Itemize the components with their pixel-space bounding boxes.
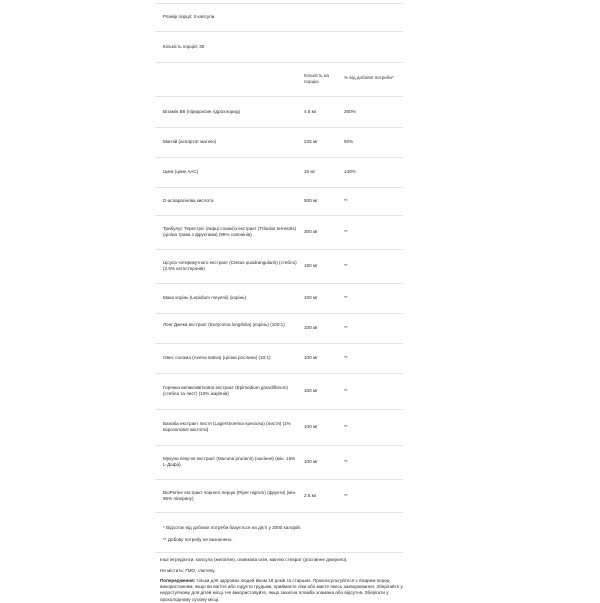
divider <box>155 343 403 344</box>
ingredient-name: Мукуни пекучої екстракт (Mucuna pruriens) (насіння) (мін. 15% L-Дофа) <box>163 456 296 468</box>
divider <box>155 552 403 553</box>
ingredient-name: Цинк (цинк ААС) <box>163 169 199 174</box>
ingredient-amount: 15 мг <box>304 169 316 174</box>
ingredient-name: Мака корінь (Lepidium meyenii) (корінь) <box>163 295 247 300</box>
ingredient-amount: 2.5 мг <box>304 493 317 498</box>
ingredient-percent: ** <box>344 229 348 234</box>
ingredient-name: Трибулус Терестріс (якірці сланкі)з екстракт (Tribulus terrestris) (ціліна трава з фруктами) (95% сапонінів) <box>163 226 297 238</box>
divider <box>155 479 403 480</box>
divider <box>155 373 403 374</box>
ingredient-amount: 100 мг <box>304 459 318 464</box>
free-from: Не містить: ГМО, глютену. <box>160 568 216 573</box>
divider <box>155 62 403 63</box>
divider <box>155 3 403 4</box>
ingredient-amount: 100 мг <box>304 424 318 429</box>
header-amount: Кількість на порцію <box>304 73 329 85</box>
warning-label: Попередження: <box>160 578 196 583</box>
ingredient-percent: ** <box>344 198 348 203</box>
divider <box>155 445 403 446</box>
ingredient-percent: ** <box>344 459 348 464</box>
divider <box>155 215 403 216</box>
divider <box>155 512 403 513</box>
supplement-facts <box>155 0 445 600</box>
ingredient-amount: 100 мг <box>304 295 318 300</box>
ingredient-percent: ** <box>344 424 348 429</box>
divider <box>155 249 403 250</box>
divider <box>155 96 403 97</box>
ingredient-name: Банаба екстракт листя (Lagerstroemia speciosa) (листя) (1% корозолової кислоти) <box>163 421 291 433</box>
ingredient-percent: 50% <box>344 139 354 144</box>
ingredient-percent: ** <box>344 493 348 498</box>
ingredient-name: Магній (аспартат магнію) <box>163 139 217 144</box>
warning <box>160 578 405 603</box>
ingredient-amount: 100 мг <box>304 388 318 393</box>
divider <box>155 187 403 188</box>
ingredient-amount: 100 мг <box>304 355 318 360</box>
ingredient-name: BioPerine екстракт чорного перцю (Piper nigrum) (фрукти) (мін. 95% піперину) <box>163 490 297 502</box>
note-daily-value: * Відсоток від добової потреби базується на дієті у 2000 калорій. <box>163 525 301 530</box>
divider <box>155 157 403 158</box>
ingredient-percent: ** <box>344 355 348 360</box>
ingredient-name: Вітамін B6 (піридоксин гідрохлорид) <box>163 109 241 114</box>
ingredient-name: Цісуса чотирикутного екстракт (Cissus quadrangularis) (стебло) (2.5% кетостеронів) <box>163 260 297 272</box>
ingredient-amount: 4.5 мг <box>304 109 317 114</box>
ingredient-name: Лонг Джека екстракт (Eurycoma longifolia) (корінь) (100:1) <box>163 322 285 327</box>
divider <box>155 409 403 410</box>
warning-text: тільки для здорових людей віком 18 років та старших. Проконсультуйтеся з лікарем перед використанням, якщо ви вагітні або годуєте грудьми, приймаєте ліки або маєте якесь захворювання. Зберігайте у недоступному для дітей місці. Не використовуйте, якщо захисна пломба зламана або відсутня. Зберігати у прохолодному сухому місці. <box>160 578 403 602</box>
serving-size: Розмір порції: 3 капсули <box>163 14 215 19</box>
divider <box>155 283 403 284</box>
servings-count: Кількість порцій: 30 <box>163 44 205 49</box>
divider <box>155 313 403 314</box>
ingredient-percent: 140% <box>344 169 356 174</box>
header-percent: % від добової потреби* <box>344 75 394 80</box>
ingredient-percent: ** <box>344 295 348 300</box>
ingredient-amount: 100 мг <box>304 325 318 330</box>
ingredient-name: D-аспарагінова кислота <box>163 198 214 203</box>
divider <box>155 31 403 32</box>
ingredient-percent: ** <box>344 263 348 268</box>
other-ingredients: Інші інгредієнти: капсула (желатин), оливкова олія, магнію стеарат (рослинне джерело). <box>160 557 348 562</box>
ingredient-amount: 225 мг <box>304 139 318 144</box>
ingredient-amount: 150 мг <box>304 263 318 268</box>
ingredient-amount: 500 мг <box>304 198 318 203</box>
ingredient-percent: 260% <box>344 109 356 114</box>
ingredient-name: Овес солома (Avena sativa) (ціліна рослина) (10:1) <box>163 355 271 360</box>
ingredient-amount: 300 мг <box>304 229 318 234</box>
note-not-established: ** Добову потребу не визначено. <box>163 537 233 542</box>
ingredient-name: Горянка великоквіткової екстракт (Epimedium grandiflorum) (стебла та лист) (10% ікаріїнів) <box>163 385 288 397</box>
ingredient-percent: ** <box>344 325 348 330</box>
ingredient-percent: ** <box>344 388 348 393</box>
divider <box>155 127 403 128</box>
